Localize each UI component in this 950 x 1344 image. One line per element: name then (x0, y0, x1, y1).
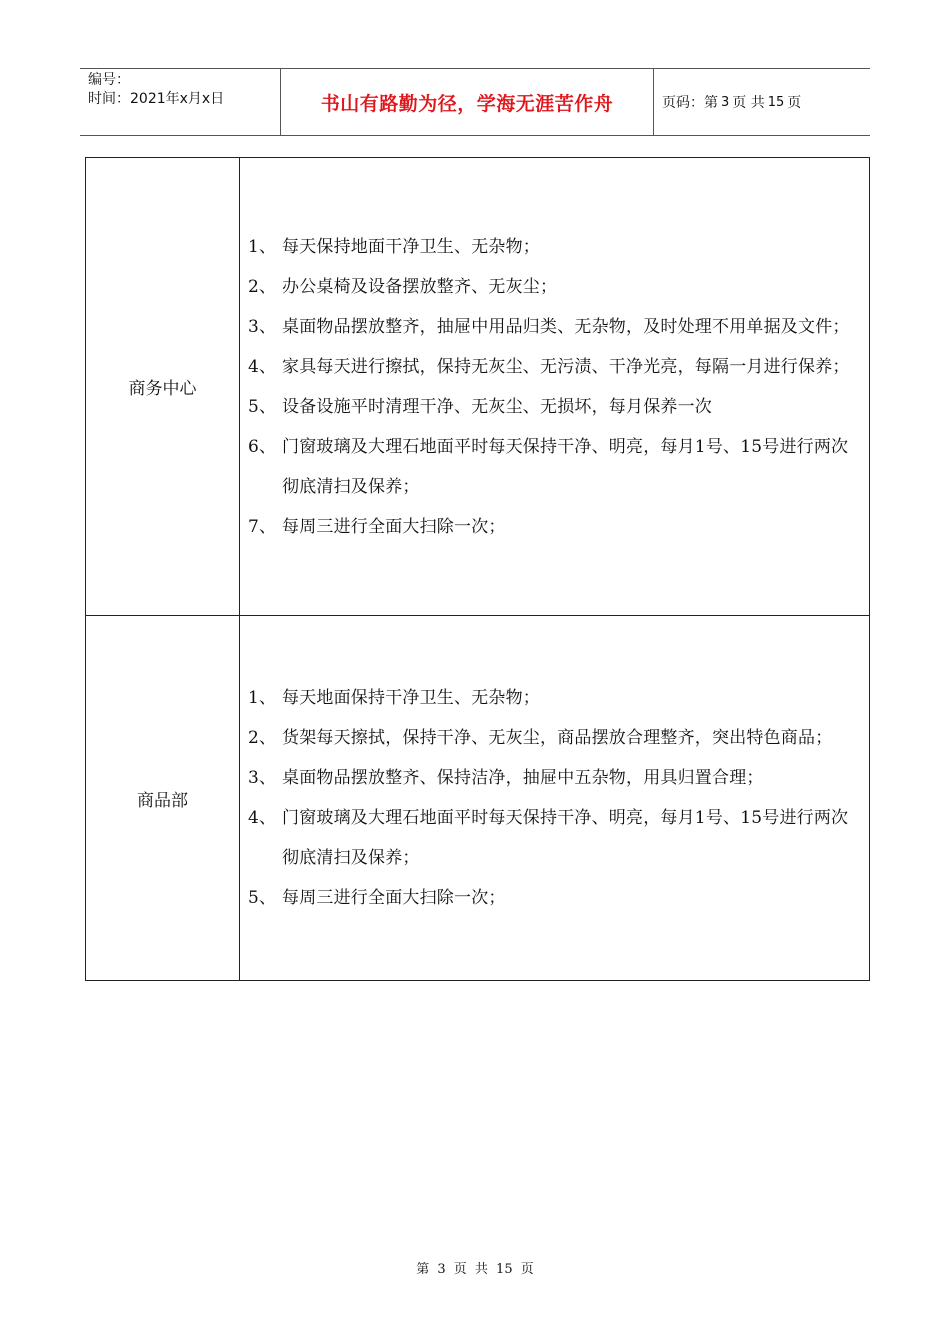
item-text: 桌面物品摆放整齐、保持洁净，抽屉中五杂物，用具归置合理； (282, 768, 764, 788)
item-number: 3、 (248, 768, 277, 788)
page-current: 3 (721, 94, 730, 110)
table-row-merchandise (86, 616, 870, 981)
task-list (248, 678, 863, 918)
tasks-cell (240, 616, 870, 981)
header-motto-cell (280, 69, 654, 135)
item-text: 家具每天进行擦拭，保持无灰尘、无污渍、干净光亮，每隔一月进行保养； (282, 356, 850, 377)
item-text: 每天地面保持干净卫生、无杂物； (282, 688, 540, 708)
list-item (248, 227, 863, 267)
list-item (248, 307, 863, 347)
page-header (80, 68, 870, 136)
time-label: 时间：2021年x月x日 (88, 91, 225, 107)
list-item (248, 347, 863, 387)
dept-cell: 商务中心 (86, 158, 240, 616)
page-total: 15 (767, 94, 785, 110)
item-number: 5、 (248, 396, 277, 417)
item-number: 4、 (248, 808, 277, 828)
item-text: 门窗玻璃及大理石地面平时每天保持干净、明亮，每月1号、15号进行两次彻底清扫及保养； (282, 436, 849, 497)
item-number: 2、 (248, 276, 277, 297)
list-item (248, 878, 863, 918)
item-text: 每周三进行全面大扫除一次； (282, 888, 506, 908)
item-number: 2、 (248, 728, 277, 748)
list-item (248, 758, 863, 798)
cleaning-standards-table (85, 157, 870, 981)
page-footer: 第 3 页 共 15 页 (416, 1262, 534, 1277)
code-label: 编号： (88, 72, 130, 88)
item-number: 1、 (248, 688, 277, 708)
item-text: 每天保持地面干净卫生、无杂物； (282, 236, 540, 257)
table-row-business-center (86, 158, 870, 616)
item-text: 设备设施平时清理干净、无灰尘、无损坏，每月保养一次 (282, 396, 712, 417)
list-item (248, 798, 863, 878)
item-number: 1、 (248, 236, 277, 257)
item-text: 货架每天擦拭，保持干净、无灰尘，商品摆放合理整齐，突出特色商品； (282, 728, 833, 748)
list-item (248, 718, 863, 758)
list-item (248, 507, 863, 547)
dept-cell: 商品部 (86, 616, 240, 981)
item-number: 3、 (248, 316, 277, 337)
list-item (248, 387, 863, 427)
header-page-info (654, 69, 870, 135)
item-number: 4、 (248, 356, 277, 377)
list-item (248, 427, 863, 507)
item-number: 7、 (248, 516, 277, 537)
list-item (248, 678, 863, 718)
item-text: 桌面物品摆放整齐，抽屉中用品归类、无杂物，及时处理不用单据及文件； (282, 316, 850, 337)
list-item (248, 267, 863, 307)
task-list (248, 227, 863, 547)
item-text: 办公桌椅及设备摆放整齐、无灰尘； (282, 276, 558, 297)
item-text: 每周三进行全面大扫除一次； (282, 516, 506, 537)
motto-text: 书山有路勤为径，学海无涯苦作舟 (320, 92, 614, 115)
item-number: 5、 (248, 888, 277, 908)
page-suffix: 页 (787, 95, 802, 111)
item-text: 门窗玻璃及大理石地面平时每天保持干净、明亮，每月1号、15号进行两次彻底清扫及保养； (282, 808, 849, 868)
page-mid: 页 共 (732, 95, 765, 111)
tasks-cell (240, 158, 870, 616)
item-number: 6、 (248, 436, 277, 457)
page-prefix: 页码：第 (662, 95, 718, 111)
header-meta (80, 69, 280, 135)
